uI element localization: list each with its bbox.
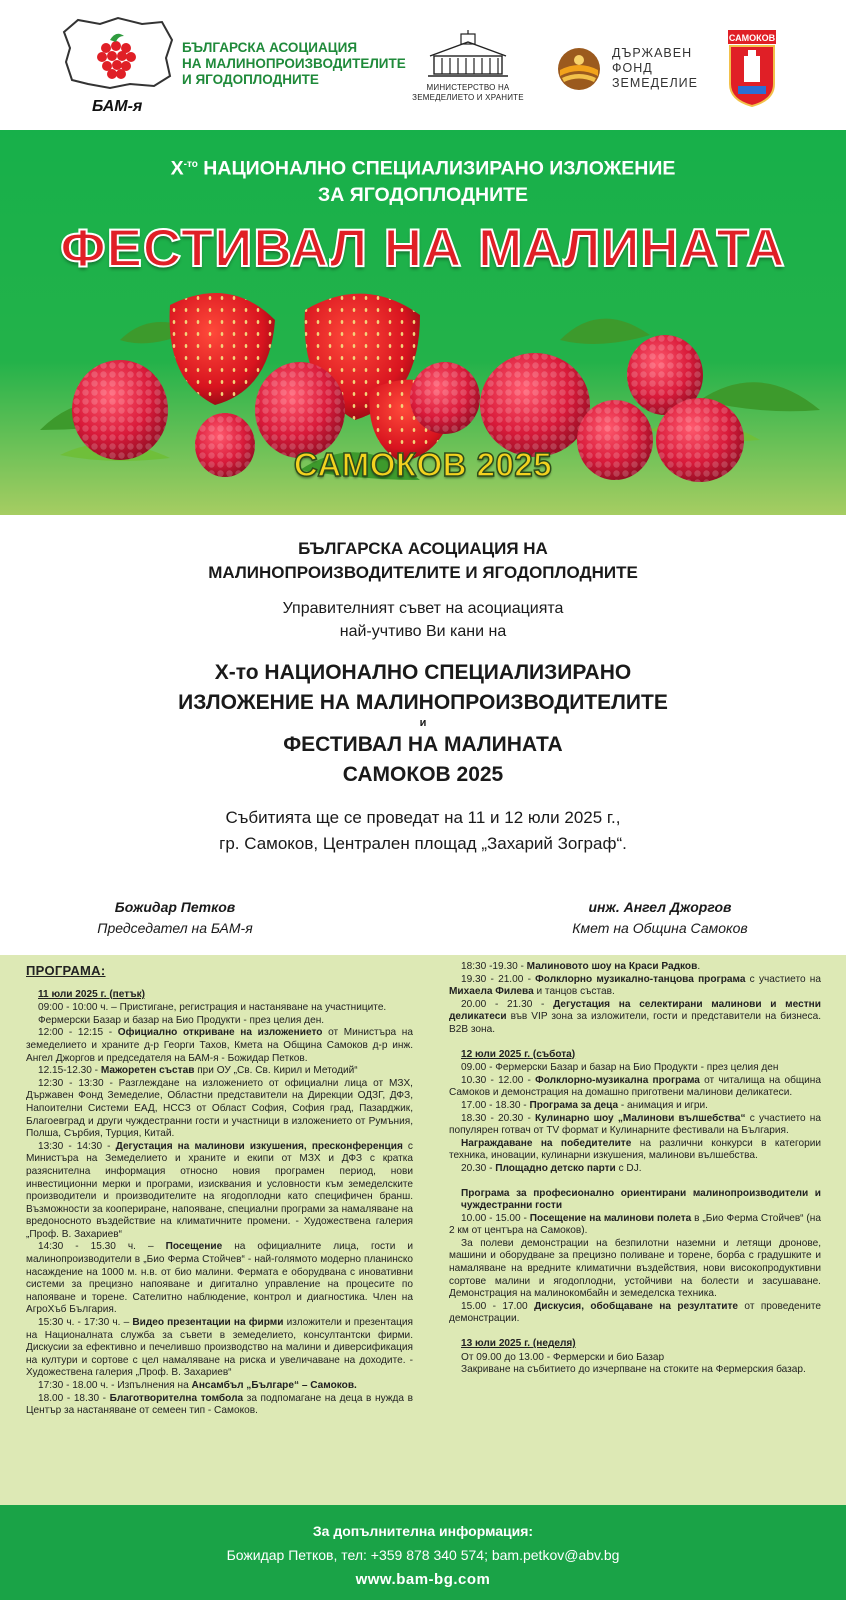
ministry-logo: МИНИСТЕРСТВО НА ЗЕМЕДЕЛИЕТО И ХРАНИТЕ	[410, 30, 526, 103]
program-entry: 13:30 - 14:30 - Дегустация на малинови изкушения, пресконференция с Министъра на Земеделието и храните и екипи от МЗХ и ДФЗ с кратка разяснителна информация относно новия програмен период, нови инвестиционни мерки и програми, изисквания и условности към земеделските производители и производителите на ягодоплодни като специфичен бранш. Възможности за коопериране, напояване, специални програми за намаляване на вредоносното въздействие на климатичните промени. - Художествена галерия „Проф. В. Захариев“	[26, 1140, 413, 1240]
program-entry: 15.00 - 17.00 Дискусия, обобщаване на резултатите от проведените демонстрации.	[449, 1300, 821, 1325]
festival-title: ФЕСТИВАЛ НА МАЛИНАТА	[60, 219, 786, 278]
day-heading-saturday: 12 юли 2025 г. (събота)	[461, 1048, 576, 1060]
day-heading-friday: 11 юли 2025 г. (петък)	[38, 988, 145, 1000]
signature-chairman: Божидар Петков Председател на БАМ-я	[97, 899, 253, 936]
fund-emblem-icon	[556, 46, 602, 92]
website-link[interactable]: www.bam-bg.com	[355, 1571, 491, 1588]
program-entry: 15:30 ч. - 17:30 ч. – Видео презентации на фирми изложители и презентация на Националната служба за съвети в земеделието, консултантски фирми. Дискусии за ефективно и печелившо производство на малини и диверсификация на култури и сортове с цел намаляване на риска и увеличаване на доходите. - Художествена галерия „Проф. В. Захариев“	[26, 1317, 413, 1379]
program-entry: За полеви демонстрации на безпилотни наземни и летящи дронове, машини и оборудване за прецизно поливане и торене, борба с градушките и намаляване на вредните климатични въздействия, нови високопродуктивни сортове малини и ягодоплодни, устойчиви на болести и засушаване. Демонстрация на малинокомбайн и земеделска техника.	[449, 1237, 821, 1300]
festival-name: ФЕСТИВАЛ НА МАЛИНАТА САМОКОВ 2025	[283, 733, 563, 786]
saturday-entries	[449, 1062, 821, 1175]
event-dates-location: Събитията ще се проведат на 11 и 12 юли 2025 г., гр. Самоков, Централен площад „Захарий Зограф“.	[219, 808, 627, 853]
hero-banner	[0, 130, 846, 515]
association-name: БЪЛГАРСКА АСОЦИАЦИЯ НА МАЛИНОПРОИЗВОДИТЕЛИТЕ И ЯГОДОПЛОДНИТЕ	[208, 539, 638, 582]
program-entry: 12:00 - 12:15 - Официално откриване на изложението от Министъра на земеделието и храните д-р Георги Тахов, Кмета на Община Самоков д-р инж. Ангел Джоргов и председателя на БАМ-я - Божидар Петков.	[26, 1027, 413, 1064]
friday-entries	[26, 1002, 413, 1418]
program-entry: Награждаване на победителите на различни конкурси в категории техника, иновации, кулинарни изкушения, малинови вълшебства.	[449, 1137, 822, 1162]
program-left-column	[26, 955, 413, 1418]
coat-label: САМОКОВ	[728, 33, 776, 43]
program-entry: 18.30 - 20.30 - Кулинарно шоу „Малинови вълшебства“ с участието на популярен готвач от TV формат и Кулинарните фестивали на България.	[449, 1112, 821, 1137]
program-entry: 18:30 -19.30 - Малиновото шоу на Краси Радков.	[461, 961, 701, 972]
bam-name: БЪЛГАРСКА АСОЦИАЦИЯ НА МАЛИНОПРОИЗВОДИТЕЛИТЕ И ЯГОДОПЛОДНИТЕ	[182, 40, 406, 87]
program-entry: 17.00 - 18.30 - Програма за деца - анимация и игри.	[461, 1099, 708, 1111]
invitation-section	[0, 515, 846, 955]
ministry-building-icon	[428, 30, 508, 78]
day-heading-sunday: 13 юли 2025 г. (неделя)	[461, 1338, 576, 1350]
board-invitation: Управителният съвет на асоциацията най-учтиво Ви кани на	[282, 600, 564, 640]
program-entry: 12.15-12.30 - Мажоретен състав при ОУ „Св. Св. Кирил и Методий“	[38, 1065, 358, 1077]
expo-title: Х-то НАЦИОНАЛНО СПЕЦИАЛИЗИРАНО ИЗЛОЖЕНИЕ НА МАЛИНОПРОИЗВОДИТЕЛИТЕ	[178, 661, 668, 714]
program-right-column	[449, 955, 821, 1377]
professional-entries	[449, 1213, 821, 1326]
bam-abbr: БАМ-я	[92, 98, 143, 115]
samokov-coat-of-arms-icon	[726, 28, 778, 108]
program-entry: 10.30 - 12.00 - Фолклорно-музикална програма от читалища на община Самоков и демонстрация на домашно приготвени малинови деликатеси.	[449, 1074, 821, 1099]
signature-mayor: инж. Ангел Джоргов Кмет на Община Самоков	[572, 899, 748, 936]
footer-contact: Божидар Петков, тел: +359 878 340 574; bam.petkov@abv.bg	[226, 1547, 620, 1563]
program-entry: 10.00 - 15.00 - Посещение на малинови полета в „Био Ферма Стойчев“ (на 2 км от центъра на Самоков).	[449, 1212, 821, 1237]
program-entry: 14:30 - 15.30 ч. – Посещение на официалните лица, гости и малинопроизводители в „Био Ферма Стойчев“ - най-голямото модерно планинско насаждение на 1000 м. н.в. от био малини. Фермата е оборудвана с иновативни системи за прецизно напояване и дигитално управление на процесите по напояване и торене. Сателитно наблюдение, контрол и диагностика. Член на АгроХъб България.	[26, 1241, 413, 1316]
program-entry: 09.00 - Фермерски Базар и базар на Био Продукти - през целия ден	[461, 1062, 779, 1074]
program-entry: 19.30 - 21.00 - Фолклорно музикално-танцова програма с участието на Михаела Филева и танцов състав.	[449, 973, 821, 998]
program-entry: 12:30 - 13:30 - Разглеждане на изложението от официални лица от МЗХ, Държавен Фонд Земеделие, Областни представители на Дирекции ОДЗГ, ДФЗ, Напоителни Системи ЕАД, НССЗ от Област София, София град, Пазарджик, Благоевград и други чуждестранни гости и участници в изложението от Румъния, Полша, Сърбия, Турция, Китай.	[26, 1077, 413, 1140]
friday-evening-entries	[449, 961, 821, 1037]
program-entry: Фермерски Базар и базар на Био Продукти - през целия ден.	[38, 1014, 325, 1026]
and-conjunction: и	[419, 717, 427, 729]
logos-bar: БАМ-я БЪЛГАРСКА АСОЦИАЦИЯ НА МАЛИНОПРОИЗВОДИТЕЛИТЕ И ЯГОДОПЛОДНИТЕ МИНИСТЕРСТВО НА ЗЕМЕДЕЛИЕТО И ХРАНИТЕ ДЪРЖАВЕН ФОНД ЗЕМЕДЕЛИЕ САМОКОВ	[0, 0, 846, 130]
program-entry: 20.00 - 21.30 - Дегустация на селектирани малинови и местни деликатеси във VIP зона за изложители, гости и представители на бизнеса. B2B зона.	[449, 998, 821, 1035]
program-entry: 09:00 - 10:00 ч. – Пристигане, регистрация и настаняване на участниците.	[38, 1002, 387, 1014]
hero-city-year: САМОКОВ 2025	[293, 446, 553, 483]
program-entry: От 09.00 до 13.00 - Фермерски и био Базар	[461, 1351, 665, 1363]
footer-heading: За допълнителна информация:	[312, 1523, 534, 1539]
professional-program-heading: Програма за професионално ориентирани малинопроизводители и чуждестранни гости	[461, 1187, 821, 1212]
program-heading: ПРОГРАМА:	[26, 963, 106, 978]
program-entry: 20.30 - Площадно детско парти с DJ.	[461, 1162, 642, 1174]
program-entry: 18.00 - 18.30 - Благотворителна томбола за подпомагане на деца в нужда в Център за настаняване от семеен тип - Самоков.	[26, 1392, 413, 1417]
sunday-entries	[449, 1352, 821, 1377]
program-entry: Закриване на събитието до изчерпване на стоките на Фермерския базар.	[461, 1364, 806, 1376]
hero-subtitle: $Х^{-то}$ НАЦИОНАЛНО СПЕЦИАЛИЗИРАНО ИЗЛОЖЕНИЕ ЗА ЯГОДОПЛОДНИТЕ	[170, 157, 676, 206]
program-entry: 17:30 - 18.00 ч. - Изпълнения на Ансамбъл „Българе“ – Самоков.	[38, 1380, 357, 1391]
contact-footer	[0, 1505, 846, 1600]
program-section	[0, 955, 846, 1505]
